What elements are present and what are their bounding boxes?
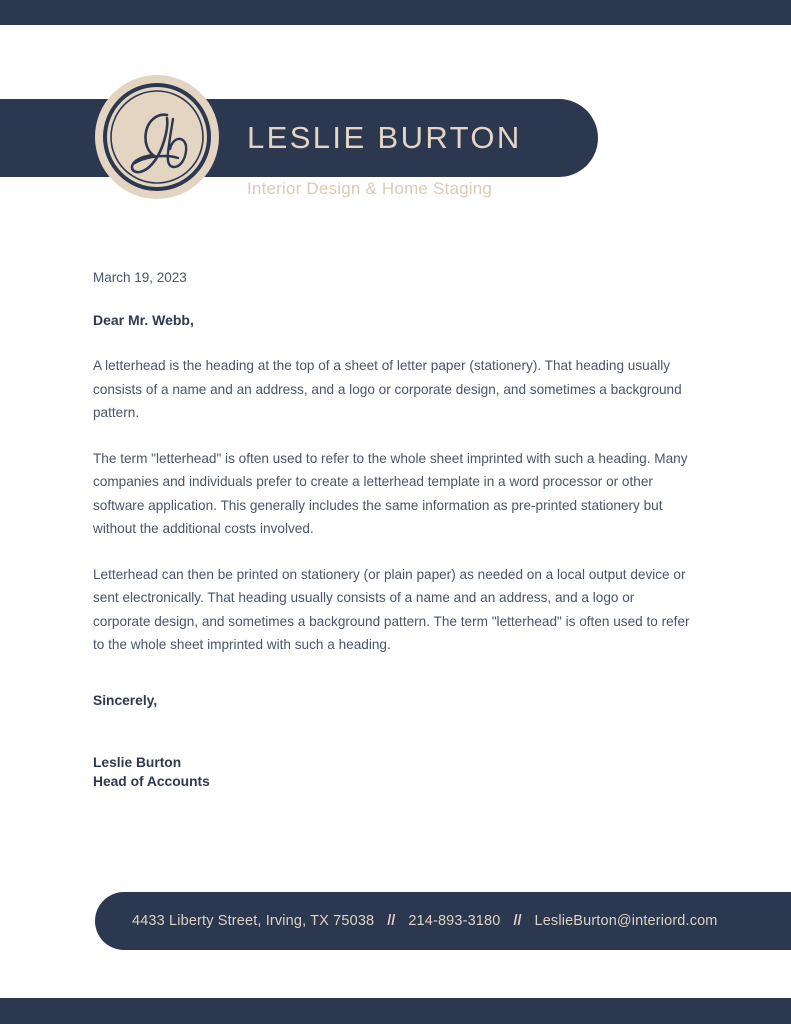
signer-title: Head of Accounts — [93, 773, 210, 789]
letter-paragraph: Letterhead can then be printed on stationery (or plain paper) as needed on a local output device or sent electronically. That heading usually consists of a name and an address, and a logo or corporate design, and sometimes a background pattern. The term "letterhead" is often used to refer to the whole sheet imprinted with such a heading. — [93, 566, 690, 652]
letter-body — [93, 268, 693, 791]
signer-name: Leslie Burton — [93, 754, 182, 770]
signature-block — [93, 753, 693, 791]
footer-phone[interactable]: 214-893-3180 — [408, 913, 501, 929]
footer-separator: // — [513, 913, 522, 929]
letter-closing: Sincerely, — [93, 692, 158, 708]
brand-logo — [95, 75, 219, 199]
monogram-icon — [95, 75, 219, 199]
footer-address: 4433 Liberty Street, Irving, TX 75038 — [132, 913, 375, 929]
letter-salutation: Dear Mr. Webb, — [93, 312, 194, 328]
footer-email[interactable]: LeslieBurton@interiord.com — [534, 913, 718, 929]
page-title: LESLIE BURTON — [247, 120, 522, 155]
brand-tagline: Interior Design & Home Staging — [247, 179, 493, 198]
footer-contact-list — [132, 913, 718, 929]
bottom-edge-bar — [0, 998, 791, 1024]
letter-paragraph: The term "letterhead" is often used to refer to the whole sheet imprinted with such a heading. Many companies and individuals prefer to create a letterhead template in a word processor or other software application. This generally includes the same information as pre-printed stationery but without the additional costs involved. — [93, 450, 688, 536]
letter-paragraph: A letterhead is the heading at the top of a sheet of letter paper (stationery). That heading usually consists of a name and an address, and a logo or corporate design, and sometimes a background pattern. — [93, 358, 682, 420]
top-edge-bar — [0, 0, 791, 25]
letter-date: March 19, 2023 — [93, 270, 187, 285]
footer-separator: // — [387, 913, 396, 929]
footer-contact-band — [95, 892, 791, 950]
